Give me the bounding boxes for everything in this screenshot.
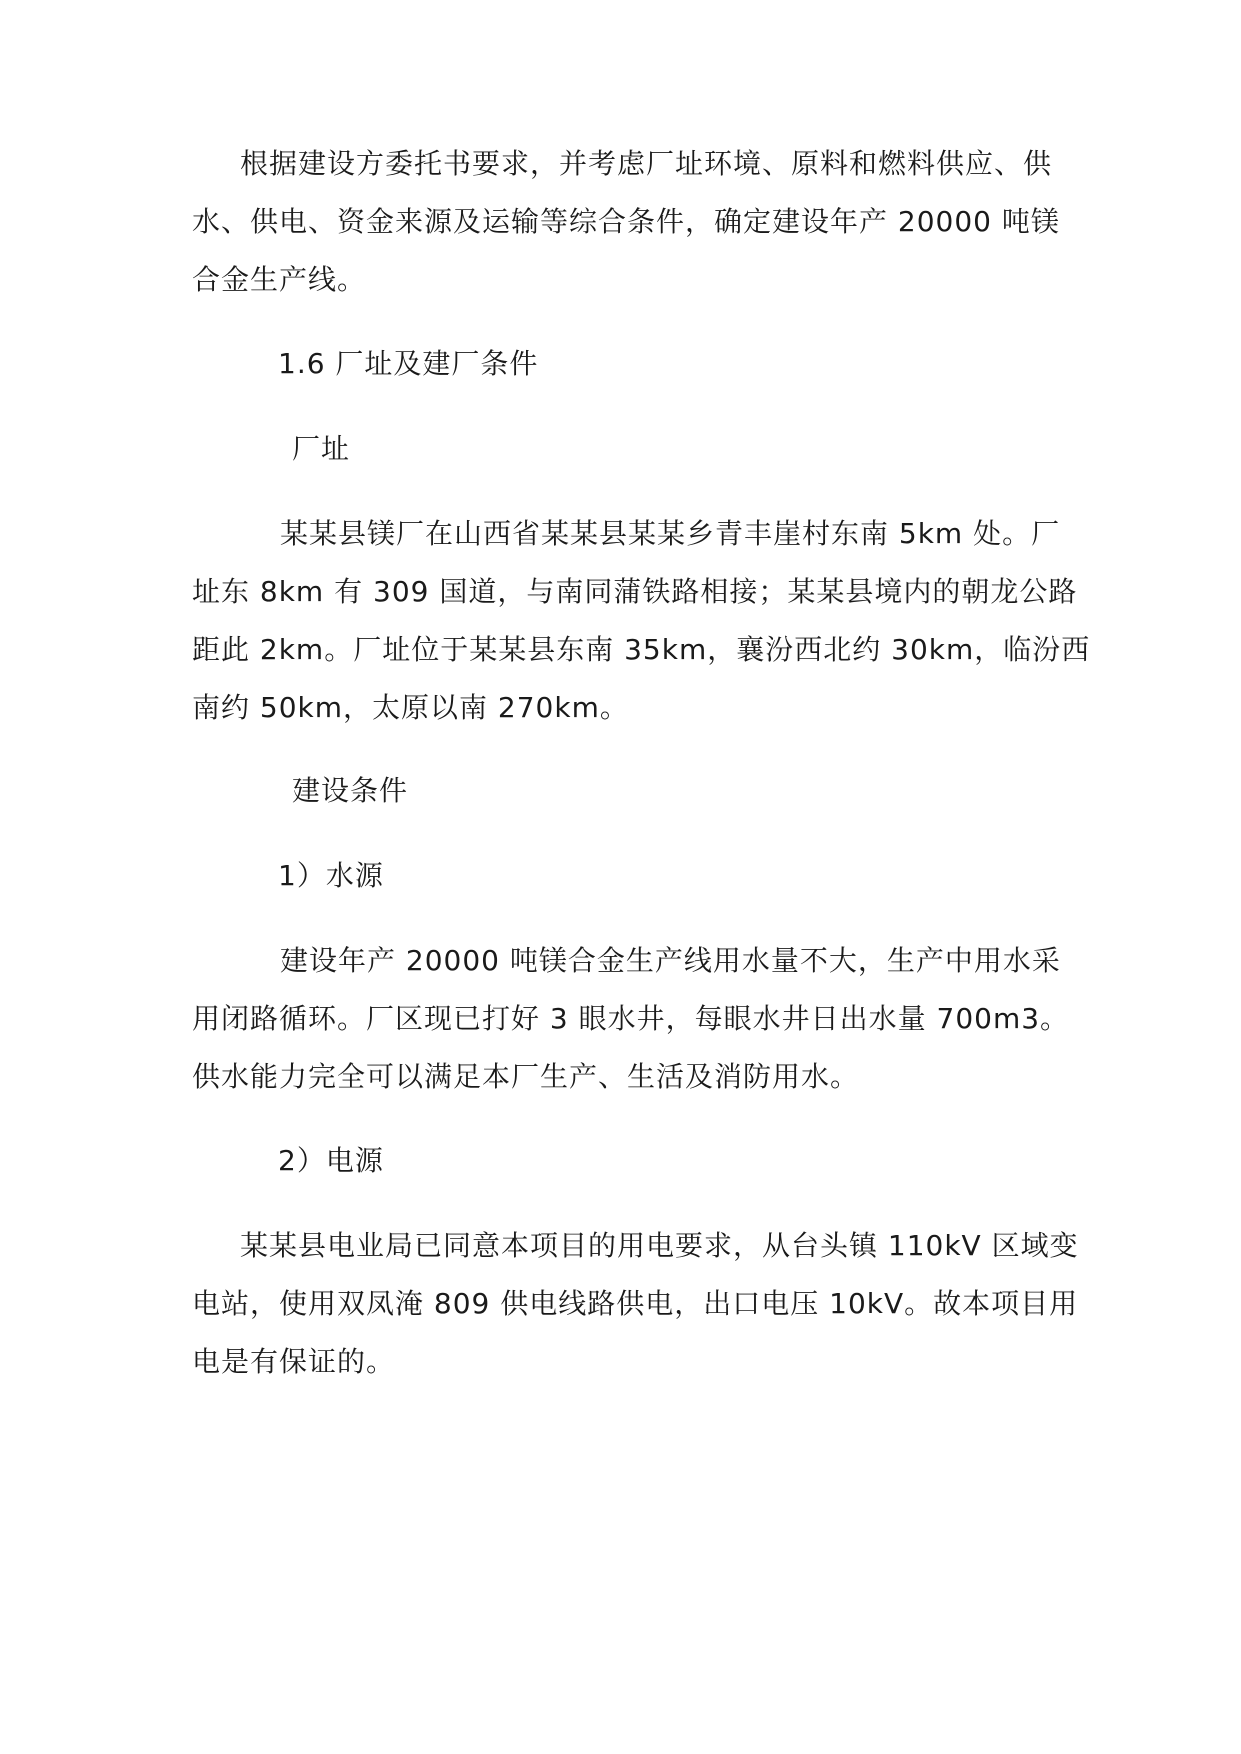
site-line-1: 某某县镁厂在山西省某某县某某乡青丰崖村东南 5km 处。厂: [280, 517, 1061, 550]
water-line-1: 建设年产 20000 吨镁合金生产线用水量不大，生产中用水采: [280, 944, 1061, 977]
power-line-2: 电站，使用双凤淹 809 供电线路供电，出口电压 10kV。故本项目用: [192, 1287, 1079, 1320]
intro-line-2: 水、供电、资金来源及运输等综合条件，确定建设年产 20000 吨镁: [192, 205, 1060, 238]
section-heading: 1.6 厂址及建厂条件: [278, 347, 539, 380]
intro-line-1: 根据建设方委托书要求，并考虑厂址环境、原料和燃料供应、供: [240, 147, 1053, 180]
power-line-3: 电是有保证的。: [192, 1345, 396, 1378]
site-heading: 厂址: [292, 432, 351, 465]
conditions-heading: 建设条件: [292, 774, 409, 807]
water-line-2: 用闭路循环。厂区现已打好 3 眼水井，每眼水井日出水量 700m3。: [192, 1002, 1070, 1035]
intro-line-3: 合金生产线。: [192, 263, 367, 296]
site-line-2: 址东 8km 有 309 国道，与南同蒲铁路相接；某某县境内的朝龙公路: [192, 575, 1078, 608]
site-line-4: 南约 50km，太原以南 270km。: [192, 691, 629, 724]
power-heading: 2）电源: [278, 1144, 384, 1177]
site-line-3: 距此 2km。厂址位于某某县东南 35km，襄汾西北约 30km，临汾西: [192, 633, 1091, 666]
water-line-3: 供水能力完全可以满足本厂生产、生活及消防用水。: [192, 1060, 860, 1093]
power-line-1: 某某县电业局已同意本项目的用电要求，从台头镇 110kV 区域变: [240, 1229, 1079, 1262]
water-heading: 1）水源: [278, 859, 384, 892]
